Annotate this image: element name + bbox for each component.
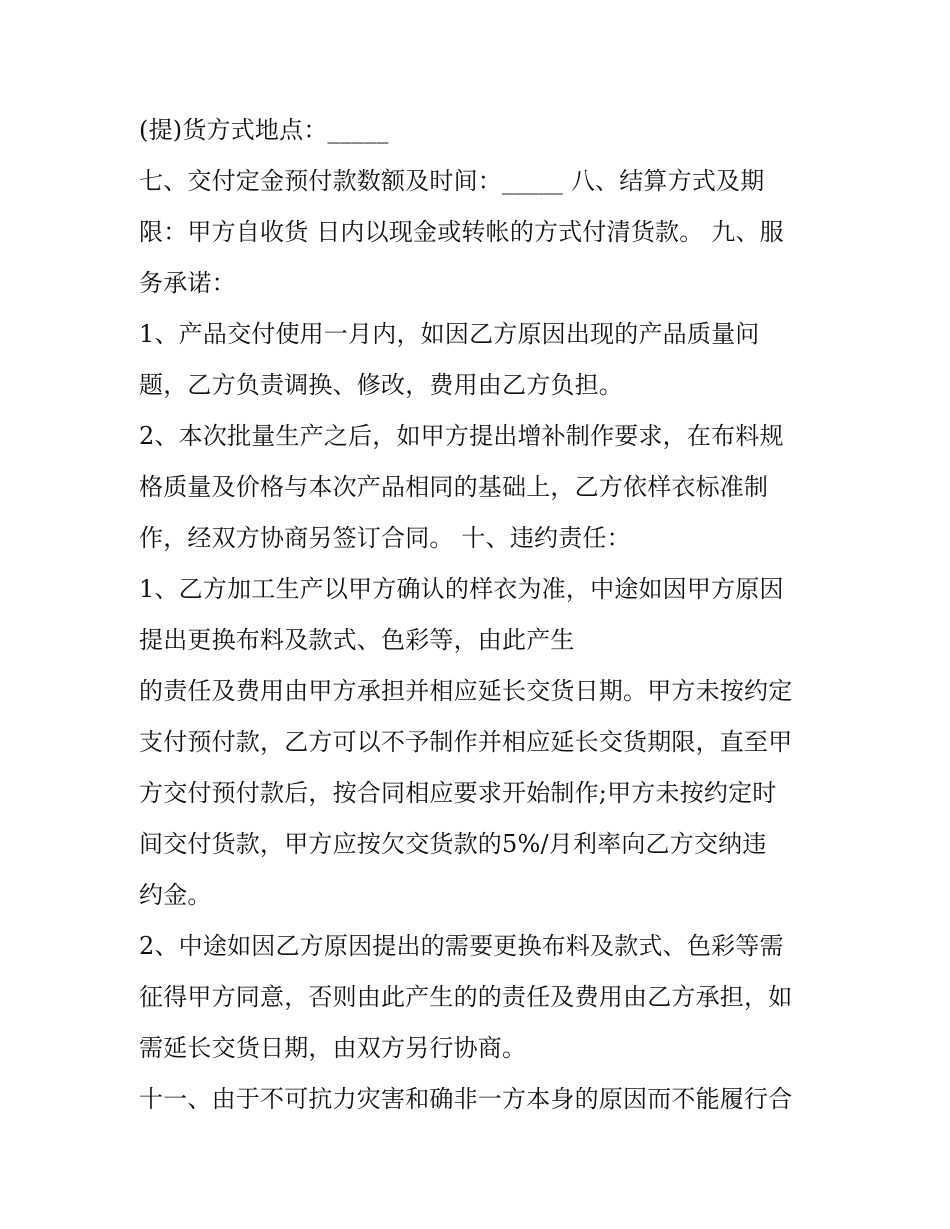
text-line: 间交付货款，甲方应按欠交货款的5%/月利率向乙方交纳违 [139,830,767,858]
text-line: 1、乙方加工生产以甲方确认的样衣为准，中途如因甲方原因 [139,575,784,603]
text-line: 约金。 [139,881,212,909]
text-line: 限：甲方自收货 日内以现金或转帐的方式付清货款。 九、服 [139,218,784,246]
text-line: 1、产品交付使用一月内，如因乙方原因出现的产品质量问 [139,320,760,348]
text-line: 征得甲方同意，否则由此产生的的责任及费用由乙方承担，如 [139,983,793,1011]
text-line: 的责任及费用由甲方承担并相应延长交货日期。甲方未按约定 [139,677,793,705]
text-line: 十一、由于不可抗力灾害和确非一方本身的原因而不能履行合 [139,1085,793,1113]
text-line: 七、交付定金预付款数额及时间：_____ 八、结算方式及期 [139,167,765,195]
text-line: 作，经双方协商另签订合同。 十、违约责任： [139,524,631,552]
text-line: (提)货方式地点：_____ [139,116,389,144]
text-line: 格质量及价格与本次产品相同的基础上，乙方依样衣标准制 [139,473,769,501]
text-line: 需延长交货日期，由双方另行协商。 [139,1034,527,1062]
text-line: 提出更换布料及款式、色彩等，由此产生 [139,626,575,654]
text-line: 务承诺： [139,269,236,297]
text-line: 2、中途如因乙方原因提出的需要更换布料及款式、色彩等需 [139,932,784,960]
text-line: 方交付预付款后，按合同相应要求开始制作;甲方未按约定时 [139,779,777,807]
text-line: 题，乙方负责调换、修改，费用由乙方负担。 [139,371,623,399]
text-line: 支付预付款，乙方可以不予制作并相应延长交货期限，直至甲 [139,728,793,756]
text-line: 2、本次批量生产之后，如甲方提出增补制作要求，在布料规 [139,422,784,450]
